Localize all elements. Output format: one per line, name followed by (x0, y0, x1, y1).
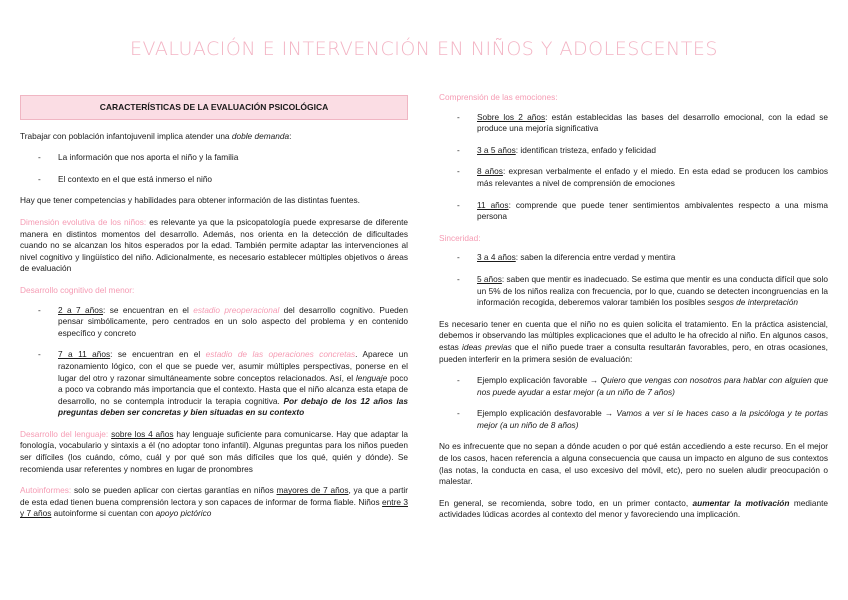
bullet-item: - El contexto en el que está inmerso el niño (20, 174, 408, 186)
document-title: EVALUACIÓN E INTERVENCIÓN EN NIÑOS Y ADOLESCENTES (130, 38, 718, 60)
emotions-heading: Comprensión de las emociones: (439, 92, 558, 102)
bullet-item (439, 112, 828, 135)
bullet-item (439, 145, 828, 157)
age-range: 3 a 4 años (477, 252, 516, 263)
paragraph-text: En general, se recomienda, sobre todo, en un primer contacto, (439, 497, 693, 508)
paragraph-text: que el niño puede traer a consulta resultarán favorables, pero, en otras ocasiones, pueden interferir en la primera sesión de evaluación: (439, 341, 828, 364)
infrecuente-paragraph: No es infrecuente que no sepan a dónde acuden o por qué están accediendo a este recurso. En el mejor de los casos, hacen referencia a alguna consecuencia que causa un impacto en alguno de sus contextos (las notas, la conducta en casa, el uso excesivo del móvil, etc), pero no suelen aludir preocupación o malestar. (439, 441, 828, 487)
age-range: 5 años (477, 273, 502, 284)
intro-text: Trabajar con población infantojuvenil implica atender una (20, 130, 232, 141)
bullet-text: : identifican tristeza, enfado y felicidad (515, 144, 656, 155)
necessary-paragraph (439, 319, 828, 365)
age-range: 7 a 11 años (58, 349, 111, 360)
bullet-text: : se encuentran en el (103, 304, 194, 315)
emphasis-term: apoyo pictórico (155, 508, 212, 519)
bullet-item (439, 274, 828, 309)
sincerity-heading: Sinceridad: (439, 232, 481, 243)
dimension-heading: Dimensión evolutiva de los niños: (20, 216, 147, 227)
age-range: mayores de 7 años (276, 485, 349, 496)
general-paragraph (439, 498, 828, 521)
dimension-paragraph (20, 217, 408, 275)
example-quote: Quiero que vengas con nosotros para hablar con alguien que nos puede ayudar a estar mejor (a un niño de 7 años) (477, 375, 829, 397)
bullet-item (20, 305, 408, 340)
age-range: 2 a 7 años (58, 304, 104, 315)
paragraph-text: Es necesario tener en cuenta que el niño no es quien solicita el tratamiento. En la práctica asistencial, debemos ir observando las múltiples explicaciones que el adulto le ha ofrecido al niño. En algunos casos, estas (439, 318, 828, 352)
bullet-text: del desarrollo cognitivo. Pueden pensar simbólicamente, pero centrados en un solo aspecto del problema y en contenido específico y concreto (58, 304, 409, 338)
intro-colon: : (289, 130, 292, 141)
intro-emphasis: doble demanda (231, 130, 290, 141)
key-note: aumentar la motivación (692, 497, 790, 508)
autoinformes-paragraph (20, 485, 408, 520)
cognitive-heading: Desarrollo cognitivo del menor: (20, 284, 135, 295)
bullet-text: poco a poco va cobrando más importancia que el contexto. Hasta que el niño alcanza esta etapa de desarrollo, no se contempla introducir la terapia cognitiva. (58, 372, 409, 406)
bullet-item: - La información que nos aporta el niño y la familia (20, 152, 408, 164)
age-range: entre 3 y 7 años (20, 496, 408, 519)
bullet-item (439, 166, 828, 189)
intro-paragraph (20, 131, 408, 143)
competencias-paragraph: Hay que tener competencias y habilidades para obtener información de las distintas fuentes. (20, 195, 360, 206)
age-range: 3 a 5 años (477, 144, 516, 155)
autoinformes-text: autoinforme si cuentan con (51, 508, 156, 519)
emphasis-term: lenguaje (355, 372, 388, 383)
left-column (20, 90, 408, 530)
language-text: hay lenguaje suficiente para comunicarse. Hay que adaptar la fonología, vocabulario y sintaxis a él (no adoptar tono infantil). Algunas preguntas para los niños pueden ser difíciles (los cuándo, cómo, cuál y por qué son más difíciles que los qué, quién y dónde). Se recomienda usar referentes y nombres en lugar de pronombres (20, 428, 408, 474)
key-note: Por debajo de los 12 años las preguntas deben ser concretas y bien situadas en su contexto (58, 395, 409, 418)
language-heading: Desarrollo del lenguaje: (20, 428, 109, 439)
bullet-text: : saben la diferencia entre verdad y mentira (515, 252, 676, 263)
bullet-item (439, 200, 828, 223)
bullet-text: : saben que mentir es inadecuado. Se estima que mentir es una conducta difícil que solo un 5% de los niños realiza con frecuencia, por lo que, cuando se detecten incongruencias en la información recogida, deberemos valorar también los posibles (477, 273, 829, 308)
autoinformes-heading: Autoinformes: (20, 485, 72, 496)
stage-term: estadio de las operaciones concretas (205, 349, 356, 360)
dimension-text: es relevante ya que la psicopatología puede expresarse de diferente manera en distintos momentos del desarrollo. Además, nos orienta en la detección de dificultades cuando no se alcanzan los hitos esperados por la edad. También permite adaptar las intervenciones al nivel cognitivo y lingüístico del niño. Adicionalmente, es necesario establecer múltiples objetivos o áreas de evaluación (20, 216, 408, 274)
emphasis-term: ideas previas (461, 341, 512, 352)
bullet-text: : expresan verbalmente el enfado y el miedo. En esta edad se producen los cambios más relevantes a nivel de comprensión de emociones (477, 166, 828, 188)
age-range: sobre los 4 años (111, 428, 174, 439)
bullet-item (439, 252, 828, 264)
age-range: 11 años (477, 199, 509, 210)
emphasis-term: sesgos de interpretación (707, 297, 798, 308)
example-quote: Vamos a ver si le haces caso a la psicóloga y te portas mejor (a un niño de 8 años) (477, 408, 828, 430)
example-label: Ejemplo explicación desfavorable → (477, 408, 617, 419)
section-box-title: CARACTERÍSTICAS DE LA EVALUACIÓN PSICOLÓGICA (20, 95, 408, 120)
age-range: Sobre los 2 años (477, 111, 546, 122)
paragraph-text: mediante actividades lúdicas acordes al contexto del menor y favoreciendo una implicación. (439, 497, 828, 520)
language-paragraph (20, 429, 408, 475)
age-range: 8 años (477, 166, 503, 177)
bullet-item (20, 349, 408, 419)
stage-term: estadio preoperacional (193, 304, 280, 315)
bullet-text: : están establecidas las bases del desarrollo emocional, con la edad se produce una mejoría significativa (477, 111, 828, 134)
bullet-text: : se encuentran en el (110, 349, 206, 360)
autoinformes-text: solo se pueden aplicar con ciertas garantías en niños (71, 485, 277, 496)
right-column (439, 92, 828, 531)
example-item (439, 408, 828, 431)
bullet-text: . Aparece un razonamiento lógico, con el que se puede ver, asumir múltiples perspectivas, ponerse en el lugar del otro y razonar simultáneamente sobre conceptos relacionados. Así, el (58, 349, 409, 383)
example-label: Ejemplo explicación favorable → (477, 375, 601, 386)
bullet-text: : comprende que puede tener sentimientos ambivalentes respecto a una misma persona (477, 199, 828, 222)
autoinformes-text: , ya que a partir de esta edad tienen buena comprensión lectora y son capaces de informar de forma fiable. Niños (20, 485, 408, 507)
example-item (439, 375, 828, 398)
